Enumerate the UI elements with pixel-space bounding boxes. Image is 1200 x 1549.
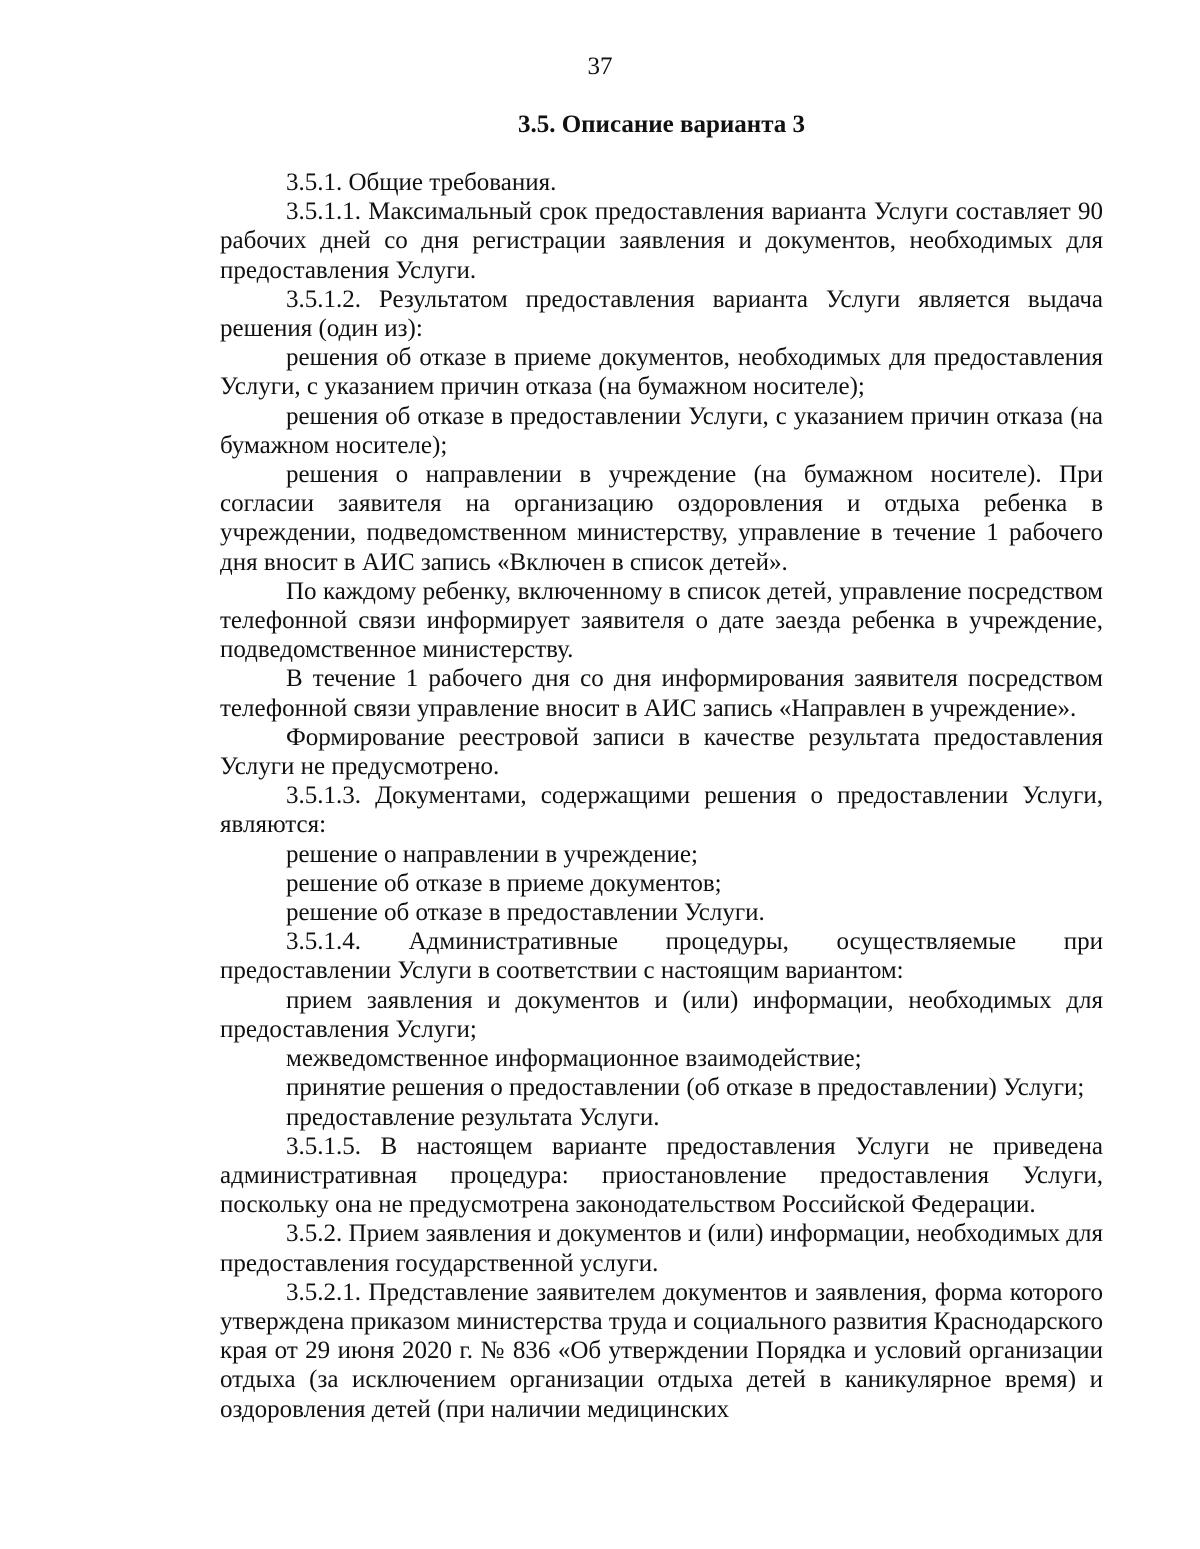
paragraph: решение об отказе в приеме документов; bbox=[286, 869, 722, 897]
section-title: 3.5. Описание варианта 3 bbox=[517, 111, 806, 138]
paragraph: 3.5.2. Прием заявления и документов и (или) информации, необходимых для предоставления государственной услуги. bbox=[220, 1220, 1103, 1277]
page-number: 37 bbox=[587, 53, 613, 80]
paragraph: 3.5.1.5. В настоящем варианте предоставления Услуги не приведена административная процедура: приостановление предоставления Услуги, поскольку она не предусмотрена законодательством Российской Федерации. bbox=[220, 1132, 1103, 1219]
paragraph: решение о направлении в учреждение; bbox=[286, 840, 698, 868]
paragraph: решения об отказе в предоставлении Услуги, с указанием причин отказа (на бумажном носителе); bbox=[220, 402, 1103, 459]
paragraph: 3.5.1. Общие требования. bbox=[286, 169, 557, 196]
paragraph: решения об отказе в приеме документов, необходимых для предоставления Услуги, с указанием причин отказа (на бумажном носителе); bbox=[220, 344, 1103, 401]
paragraph: принятие решения о предоставлении (об отказе в предоставлении) Услуги; bbox=[286, 1074, 1085, 1102]
paragraph: 3.5.1.2. Результатом предоставления варианта Услуги является выдача решения (один из): bbox=[220, 285, 1103, 343]
paragraph: межведомственное информационное взаимодействие; bbox=[286, 1045, 862, 1073]
paragraph: В течение 1 рабочего дня со дня информирования заявителя посредством телефонной связи управление вносит в АИС запись «Направлен в учреждение». bbox=[220, 665, 1103, 722]
paragraph: 3.5.1.4. Административные процедуры, осуществляемые при предоставлении Услуги в соответствии с настоящим вариантом: bbox=[220, 928, 1103, 985]
document-body bbox=[220, 168, 1103, 1424]
paragraph: прием заявления и документов и (или) информации, необходимых для предоставления Услуги; bbox=[220, 986, 1103, 1043]
paragraph: 3.5.1.3. Документами, содержащими решения о предоставлении Услуги, являются: bbox=[220, 782, 1103, 839]
paragraph: Формирование реестровой записи в качестве результата предоставления Услуги не предусмотрено. bbox=[220, 723, 1103, 781]
paragraph: По каждому ребенку, включенному в список детей, управление посредством телефонной связи информирует заявителя о дате заезда ребенка в учреждение, подведомственное министерству. bbox=[220, 577, 1103, 664]
paragraph: решение об отказе в предоставлении Услуги. bbox=[286, 899, 765, 927]
paragraph: предоставление результата Услуги. bbox=[286, 1103, 660, 1131]
paragraph: решения о направлении в учреждение (на бумажном носителе). При согласии заявителя на организацию оздоровления и отдыха ребенка в учреждении, подведомственном министерству, управление в течение 1 рабочего дня вносит в АИС запись «Включен в список детей». bbox=[220, 461, 1103, 576]
paragraph: 3.5.2.1. Представление заявителем документов и заявления, форма которого утверждена приказом министерства труда и социального развития Краснодарского края от 29 июня 2020 г. № 836 «Об утверждении Порядка и условий организации отдыха (за исключением организации отдыха детей в каникулярное время) и оздоровления детей (при наличии медицинских bbox=[220, 1278, 1103, 1423]
paragraph: 3.5.1.1. Максимальный срок предоставления варианта Услуги составляет 90 рабочих дней со дня регистрации заявления и документов, необходимых для предоставления Услуги. bbox=[220, 198, 1103, 284]
